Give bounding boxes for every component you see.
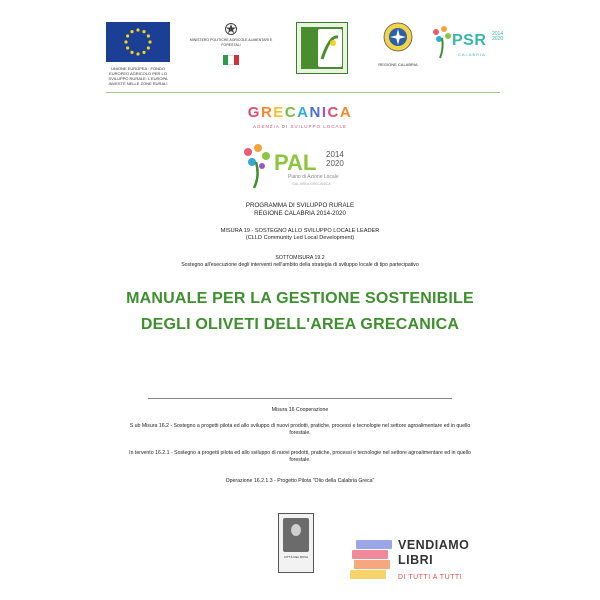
vendiamo-libri-logo [350,530,500,590]
grecanica-letter: A [297,104,310,121]
grecanica-subtitle: AGENZIA DI SVILUPPO LOCALE [252,124,348,129]
psr-years: 2014 2020 [492,31,504,42]
grecanica-logo-title [88,104,512,121]
book-icon [350,570,386,579]
grecanica-letter: R [260,104,274,121]
program-line-2: REGIONE CALABRIA 2014-2020 [254,210,346,217]
eu-flag-logo [106,22,170,86]
program-line-1: PROGRAMMA DI SVILUPPO RURALE [245,202,355,209]
pal-text: PAL [274,150,317,175]
grecanica-letter: C [327,104,340,121]
misura16-line: Misura 16 Cooperazione [271,407,329,413]
pal-subtitle-2: GAL AREA GRECANICA [292,182,331,186]
document-title [88,286,512,338]
book-icon [352,550,388,559]
operazione-line: Operazione 16.2.1.3 - Progetto Pilota "Olio della Calabria Greca" [225,478,375,484]
psr-logo [430,22,512,62]
ministry-logo [188,22,274,65]
vendiamo-libri-title [398,538,469,568]
italian-emblem-icon [224,22,238,36]
title-line-1: MANUALE PER LA GESTIONE SOSTENIBILE [126,290,474,307]
regione-calabria-logo [376,22,420,67]
document-page [88,0,512,600]
sottomisura-desc: Sostegno all'esecuzione degli interventi nell'ambito della strategia di sviluppo locale di tipo partecipativo [181,262,419,268]
book-icon [354,560,390,569]
libri-line: LIBRI [398,553,434,567]
vendiamo-libri-tagline: DI TUTTI A TUTTI [398,574,463,581]
stamp-label: CITTÀ DEL BOVA [283,555,309,559]
eu-stars-icon [118,26,158,58]
pal-logo [240,142,360,192]
sottomisura-heading [88,255,512,269]
top-divider [106,92,500,93]
leader-mark-icon [318,29,342,67]
sponsor-logos [106,22,504,86]
vendiamo-line: VENDIAMO [398,538,470,552]
sottomisura-line: SOTTOMISURA 19.2 [275,255,325,261]
psr-text: PSR [452,32,487,49]
eu-caption: UNIONE EUROPEA · FONDO EUROPEO AGRICOLO PER LO SVILUPPO RURALE: L'EUROPA INVESTE NELLE ZONE RURALI [108,66,168,86]
grecanica-letter: N [309,104,322,121]
sub-misura-paragraph: S ub Misura 16.2 - Sostegno a progetti pilota ed allo sviluppo di nuovi prodotti, pratiche, processi e tecnologie nel settore agroalimentare ed in quello forestale. [129,423,471,436]
book-icon [356,540,392,549]
pal-years: 2014 2020 [326,150,344,168]
pal-subtitle: Piano di Azione Locale [288,174,339,180]
misura-line: MISURA 19 - SOSTEGNO ALLO SVILUPPO LOCALE LEADER [220,228,380,234]
italy-flag-icon [223,55,239,65]
grecanica-letter: C [284,104,298,121]
psr-sub: CALABRIA [458,52,486,57]
grecanica-letter: E [273,104,285,121]
clld-line: (CLLD Community Led Local Development) [245,235,355,241]
pal-flower-icon [240,142,276,190]
misura-heading [88,228,512,242]
middle-divider [148,398,452,399]
title-line-2: DEGLI OLIVETI DELL'AREA GRECANICA [140,316,460,333]
calabria-caption: REGIONE CALABRIA [378,62,418,67]
grecanica-letter: I [321,104,328,121]
leader-logo [296,22,348,74]
grecanica-letter: A [339,104,353,121]
program-heading [88,202,512,218]
portrait-icon [283,518,309,552]
grecanica-letter: G [247,104,261,121]
bova-stamp-image [278,513,314,573]
books-stack-icon [350,540,390,584]
ministry-caption: MINISTERO POLITICHE AGRICOLE ALIMENTARI E FORESTALI [189,38,273,47]
psr-flower-icon [430,24,454,60]
calabria-shield-icon [383,22,413,58]
intervento-paragraph: In tervento 16.2.1 - Sostegno a progetti pilota ed allo sviluppo di nuovi prodotti, pratiche, processi e tecnologie nel settore agroalimentare ed in quello forestale. [129,450,471,463]
